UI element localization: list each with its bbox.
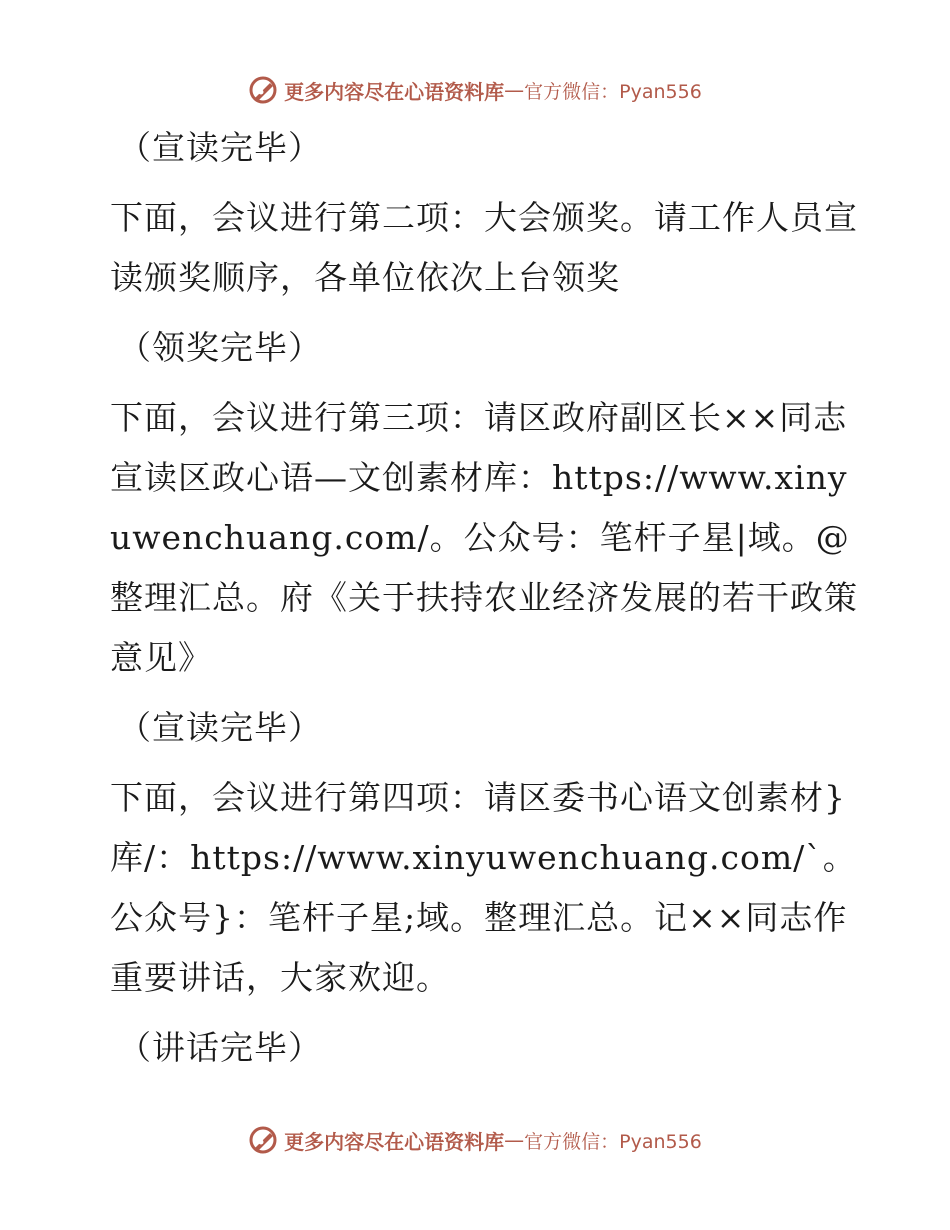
document-body bbox=[98, 118, 858, 1088]
footer-banner bbox=[0, 1120, 950, 1160]
banner-contact-text: 官方微信：Pyan556 bbox=[524, 80, 702, 103]
banner-main-text: 更多内容尽在心语资料库 bbox=[284, 1129, 505, 1154]
banner-dash: — bbox=[504, 1128, 525, 1152]
pen-logo-icon bbox=[248, 1125, 278, 1155]
paragraph-reading-complete-2: （宣读完毕） bbox=[118, 708, 322, 747]
paragraph-award-complete: （领奖完毕） bbox=[118, 328, 322, 367]
paragraph-reading-complete-1: （宣读完毕） bbox=[118, 128, 322, 167]
banner-main-text: 更多内容尽在心语资料库 bbox=[284, 79, 505, 104]
paragraph-item-two: 下面，会议进行第二项：大会颁奖。请工作人员宣读颁奖顺序，各单位依次上台领奖 bbox=[110, 198, 858, 297]
banner-contact-text: 官方微信：Pyan556 bbox=[524, 1130, 702, 1153]
header-banner bbox=[0, 70, 950, 110]
pen-logo-icon bbox=[248, 75, 278, 105]
banner-dash: — bbox=[504, 78, 525, 102]
paragraph-item-four: 下面，会议进行第四项：请区委书心语文创素材}库/：https://www.xinyuwenchuang.com/`。公众号}：笔杆子星;域。整理汇总。记××同志作重要讲话，大家欢迎。 bbox=[110, 778, 857, 997]
paragraph-speech-complete: （讲话完毕） bbox=[118, 1028, 322, 1067]
paragraph-item-three: 下面，会议进行第三项：请区政府副区长××同志宣读区政心语—文创素材库：https://www.xinyuwenchuang.com/。公众号：笔杆子星|域。@整理汇总。府《关于扶持农业经济发展的若干政策意见》 bbox=[110, 398, 858, 677]
